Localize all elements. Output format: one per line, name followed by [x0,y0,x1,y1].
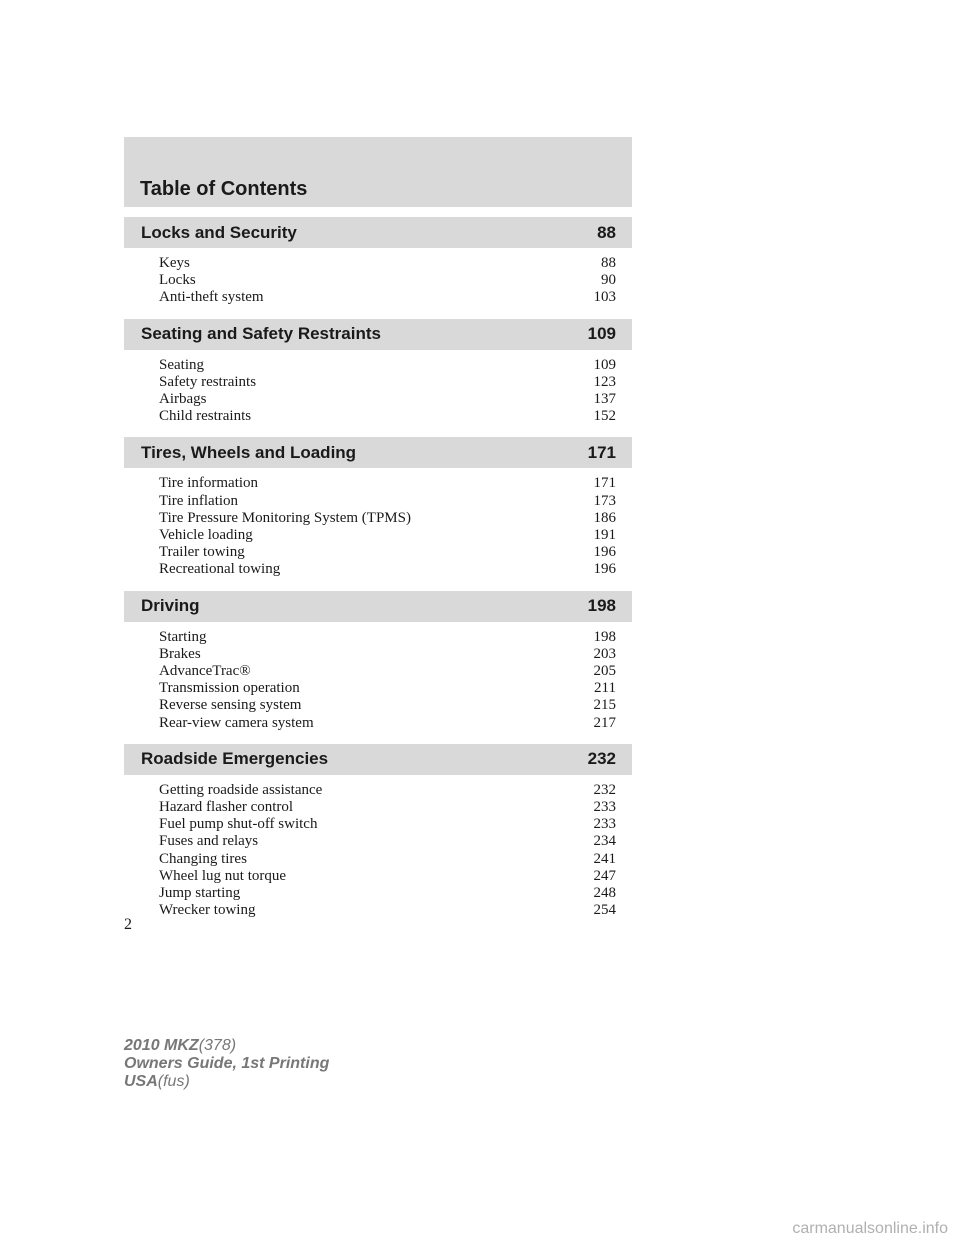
toc-entry[interactable] [159,255,616,272]
toc-entry[interactable] [159,289,616,306]
toc-entry[interactable] [159,902,616,919]
footer-region: USA [124,1073,158,1090]
entry-page: 152 [593,408,616,425]
toc-entry[interactable] [159,715,616,732]
toc-entry[interactable] [159,851,616,868]
entry-page: 233 [593,816,616,833]
entry-page: 217 [593,714,616,731]
entry-page: 247 [593,867,616,884]
toc-entry[interactable] [159,680,616,697]
entry-page: 198 [593,628,616,645]
toc-entry[interactable] [159,527,616,544]
entry-label: Getting roadside assistance [159,781,323,798]
section-page: 232 [587,749,616,769]
entry-label: Airbags [159,391,207,408]
toc-entry[interactable] [159,799,616,816]
section-page: 109 [587,324,616,344]
page-header [124,137,632,207]
entry-label: Vehicle loading [159,527,253,544]
toc-entry[interactable] [159,544,616,561]
entry-label: Jump starting [159,885,241,902]
entry-page: 248 [593,885,616,902]
section-page: 198 [587,596,616,616]
section-header[interactable] [124,591,632,622]
entry-label: AdvanceTrac® [159,663,251,680]
entry-label: Seating [159,356,204,373]
entry-label: Transmission operation [159,680,300,697]
entry-label: Brakes [159,645,201,662]
entry-page: 109 [593,356,616,373]
section-title: Seating and Safety Restraints [141,324,381,344]
section-page: 171 [587,442,616,462]
entry-list [124,248,632,319]
entry-page: 233 [593,799,616,816]
toc-entry[interactable] [159,697,616,714]
entry-label: Keys [159,255,190,271]
section-page: 88 [597,222,616,242]
toc-entry[interactable] [159,833,616,850]
entry-label: Reverse sensing system [159,697,302,714]
entry-label: Tire Pressure Monitoring System (TPMS) [159,509,411,526]
entry-label: Tire inflation [159,492,239,509]
entry-label: Wheel lug nut torque [159,867,287,884]
toc-entry[interactable] [159,374,616,391]
page-number: 2 [124,916,132,933]
toc-entry[interactable] [159,782,616,799]
section-title: Driving [141,596,200,616]
toc-entry[interactable] [159,493,616,510]
entry-page: 234 [593,833,616,850]
entry-page: 123 [593,373,616,390]
toc-entry[interactable] [159,663,616,680]
toc-entry[interactable] [159,408,616,425]
entry-page: 171 [593,475,616,492]
page-title: Table of Contents [140,178,308,200]
section-title: Locks and Security [141,222,297,242]
entry-label: Starting [159,628,207,645]
section-header[interactable] [124,217,632,248]
toc-entry[interactable] [159,475,616,492]
entry-label: Changing tires [159,850,247,867]
entry-page: 254 [593,902,616,919]
entry-page: 186 [593,509,616,526]
section-header[interactable] [124,319,632,350]
toc-entry[interactable] [159,561,616,578]
footer-code: (378) [198,1037,237,1054]
toc-entry[interactable] [159,272,616,289]
toc-entry[interactable] [159,391,616,408]
entry-page: 191 [593,527,616,544]
entry-label: Locks [159,272,196,289]
footer-region-code: (fus) [157,1073,190,1090]
entry-page: 103 [593,289,616,306]
entry-page: 205 [593,663,616,680]
footer-line-2: Owners Guide, 1st Printing [124,1055,330,1072]
entry-label: Hazard flasher control [159,799,294,816]
entry-page: 196 [593,544,616,561]
section-title: Tires, Wheels and Loading [141,442,357,462]
entry-page: 90 [601,272,616,289]
toc-entry[interactable] [159,885,616,902]
entry-label: Fuel pump shut-off switch [159,816,318,833]
section-header[interactable] [124,437,632,468]
entry-label: Trailer towing [159,544,245,561]
watermark[interactable]: carmanualsonline.info [792,1220,948,1237]
entry-list [124,622,632,744]
entry-list [124,350,632,438]
footer-line-1 [124,1037,329,1055]
section-header[interactable] [124,744,632,775]
entry-page: 215 [593,697,616,714]
entry-page: 211 [594,680,616,697]
entry-label: Wrecker towing [159,902,256,919]
toc-entry[interactable] [159,816,616,833]
toc-entry[interactable] [159,357,616,374]
entry-page: 241 [593,850,616,867]
entry-page: 137 [593,391,616,408]
toc-entry[interactable] [159,646,616,663]
toc-entry[interactable] [159,629,616,646]
entry-label: Child restraints [159,408,252,425]
entry-label: Tire information [159,475,259,492]
print-footer [124,1037,329,1091]
section-title: Roadside Emergencies [141,749,329,769]
entry-page: 88 [601,255,616,271]
entry-label: Safety restraints [159,373,257,390]
footer-line-3 [124,1073,329,1091]
footer-model: 2010 MKZ [124,1037,199,1054]
entry-label: Recreational towing [159,561,281,578]
entry-list [124,775,632,932]
entry-page: 173 [593,492,616,509]
entry-label: Fuses and relays [159,833,259,850]
toc-entry[interactable] [159,510,616,527]
entry-page: 203 [593,645,616,662]
entry-label: Rear-view camera system [159,714,314,731]
table-of-contents [124,217,632,931]
entry-label: Anti-theft system [159,289,264,306]
entry-page: 196 [593,561,616,578]
entry-list [124,468,632,590]
toc-entry[interactable] [159,868,616,885]
entry-page: 232 [593,781,616,798]
